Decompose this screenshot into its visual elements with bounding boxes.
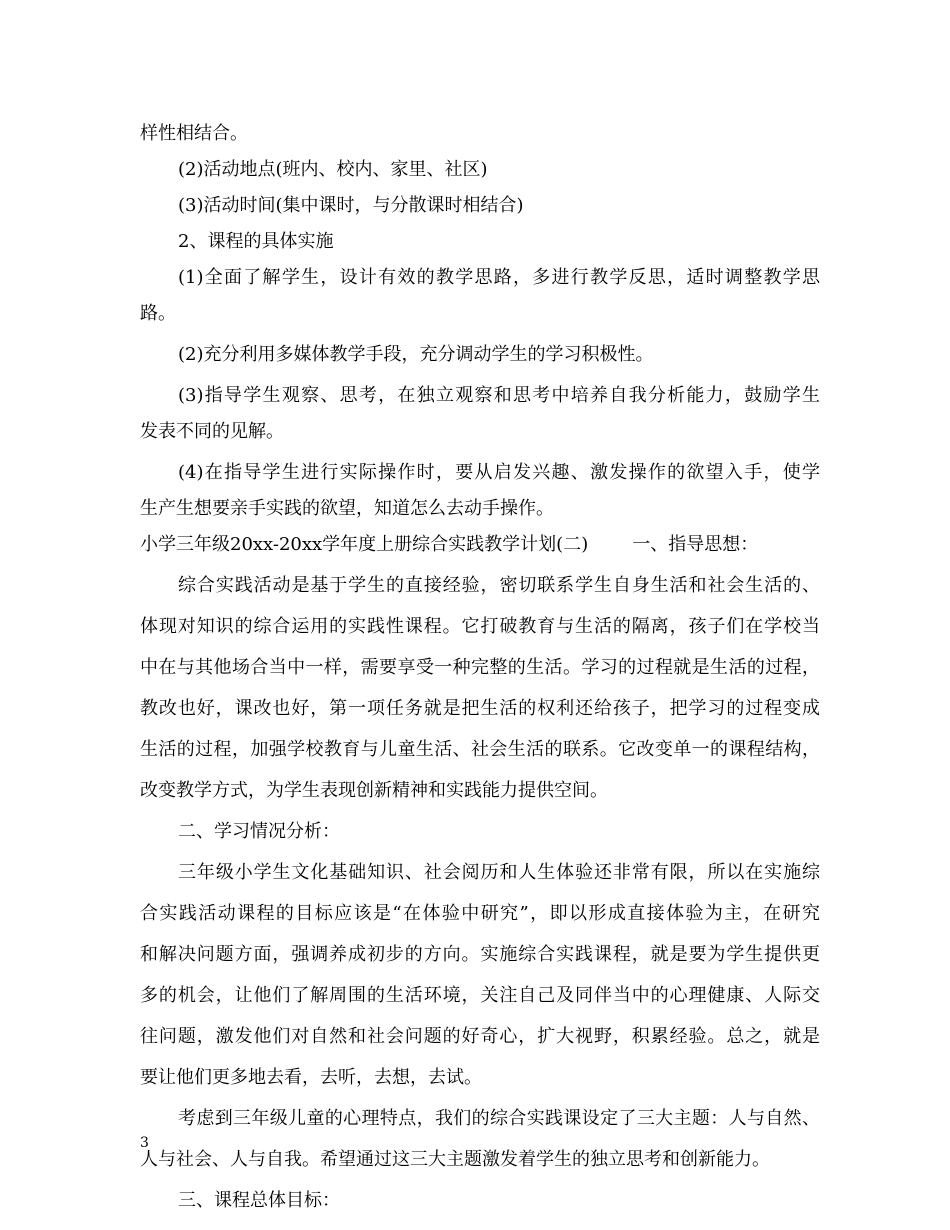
paragraph-line: 教改也好，课改也好，第一项任务就是把生活的权利还给孩子，把学习的过程变成	[140, 698, 820, 719]
paragraph-line: 要让他们更多地去看，去听，去想，去试。	[140, 1067, 482, 1088]
paragraph-line: (1)全面了解学生，设计有效的教学思路，多进行教学反思，适时调整教学思	[178, 267, 820, 288]
paragraph-line: 生活的过程，加强学校教育与儿童生活、社会生活的联系。它改变单一的课程结构，	[140, 739, 820, 760]
section-heading-row	[140, 527, 820, 563]
paragraph-line: 发表不同的见解。	[140, 421, 284, 442]
document-body	[140, 116, 820, 1219]
paragraph-line: 和解决问题方面，强调养成初步的方向。实施综合实践课程，就是要为学生提供更	[140, 944, 820, 965]
paragraph-line: 生产生想要亲手实践的欲望，知道怎么去动手操作。	[140, 498, 554, 519]
paragraph-line: (3)活动时间(集中课时，与分散课时相结合)	[178, 195, 524, 216]
paragraph-line: 人与社会、人与自我。希望通过这三大主题激发着学生的独立思考和创新能力。	[140, 1149, 770, 1170]
paragraph-line: (2)充分利用多媒体教学手段，充分调动学生的学习积极性。	[178, 344, 654, 365]
paragraph-line: 样性相结合。	[140, 123, 248, 144]
paragraph-line: 路。	[140, 303, 176, 324]
subheading: 二、学习情况分析：	[178, 821, 340, 842]
subheading: 三、课程总体目标：	[178, 1190, 340, 1211]
paragraph-line: 合实践活动课程的目标应该是“在体验中研究”，即以形成直接体验为主，在研究	[140, 903, 820, 924]
paragraph-line: 多的机会，让他们了解周围的生活环境，关注自己及同伴当中的心理健康、人际交	[140, 985, 820, 1006]
section-title: 小学三年级20xx-20xx学年度上册综合实践教学计划(二)	[140, 534, 589, 555]
paragraph-line: 考虑到三年级儿童的心理特点，我们的综合实践课设定了三大主题：人与自然、	[178, 1108, 820, 1129]
paragraph-line: (3)指导学生观察、思考，在独立观察和思考中培养自我分析能力，鼓励学生	[178, 385, 820, 406]
subheading: 2、课程的具体实施	[178, 231, 334, 252]
paragraph-line: 中在与其他场合当中一样，需要享受一种完整的生活。学习的过程就是生活的过程，	[140, 657, 820, 678]
paragraph-line: 改变教学方式，为学生表现创新精神和实践能力提供空间。	[140, 780, 608, 801]
paragraph-line: 综合实践活动是基于学生的直接经验，密切联系学生自身生活和社会生活的、	[178, 575, 820, 596]
page-number: 3	[140, 1135, 149, 1151]
paragraph-line: (2)活动地点(班内、校内、家里、社区)	[178, 159, 488, 180]
paragraph-line: 三年级小学生文化基础知识、社会阅历和人生体验还非常有限，所以在实施综	[178, 862, 820, 883]
section-first-heading: 一、指导思想：	[632, 534, 759, 555]
paragraph-line: 往问题，激发他们对自然和社会问题的好奇心，扩大视野，积累经验。总之，就是	[140, 1026, 820, 1047]
paragraph-line: (4)在指导学生进行实际操作时，要从启发兴趣、激发操作的欲望入手，使学	[178, 462, 820, 483]
paragraph-line: 体现对知识的综合运用的实践性课程。它打破教育与生活的隔离，孩子们在学校当	[140, 616, 820, 637]
